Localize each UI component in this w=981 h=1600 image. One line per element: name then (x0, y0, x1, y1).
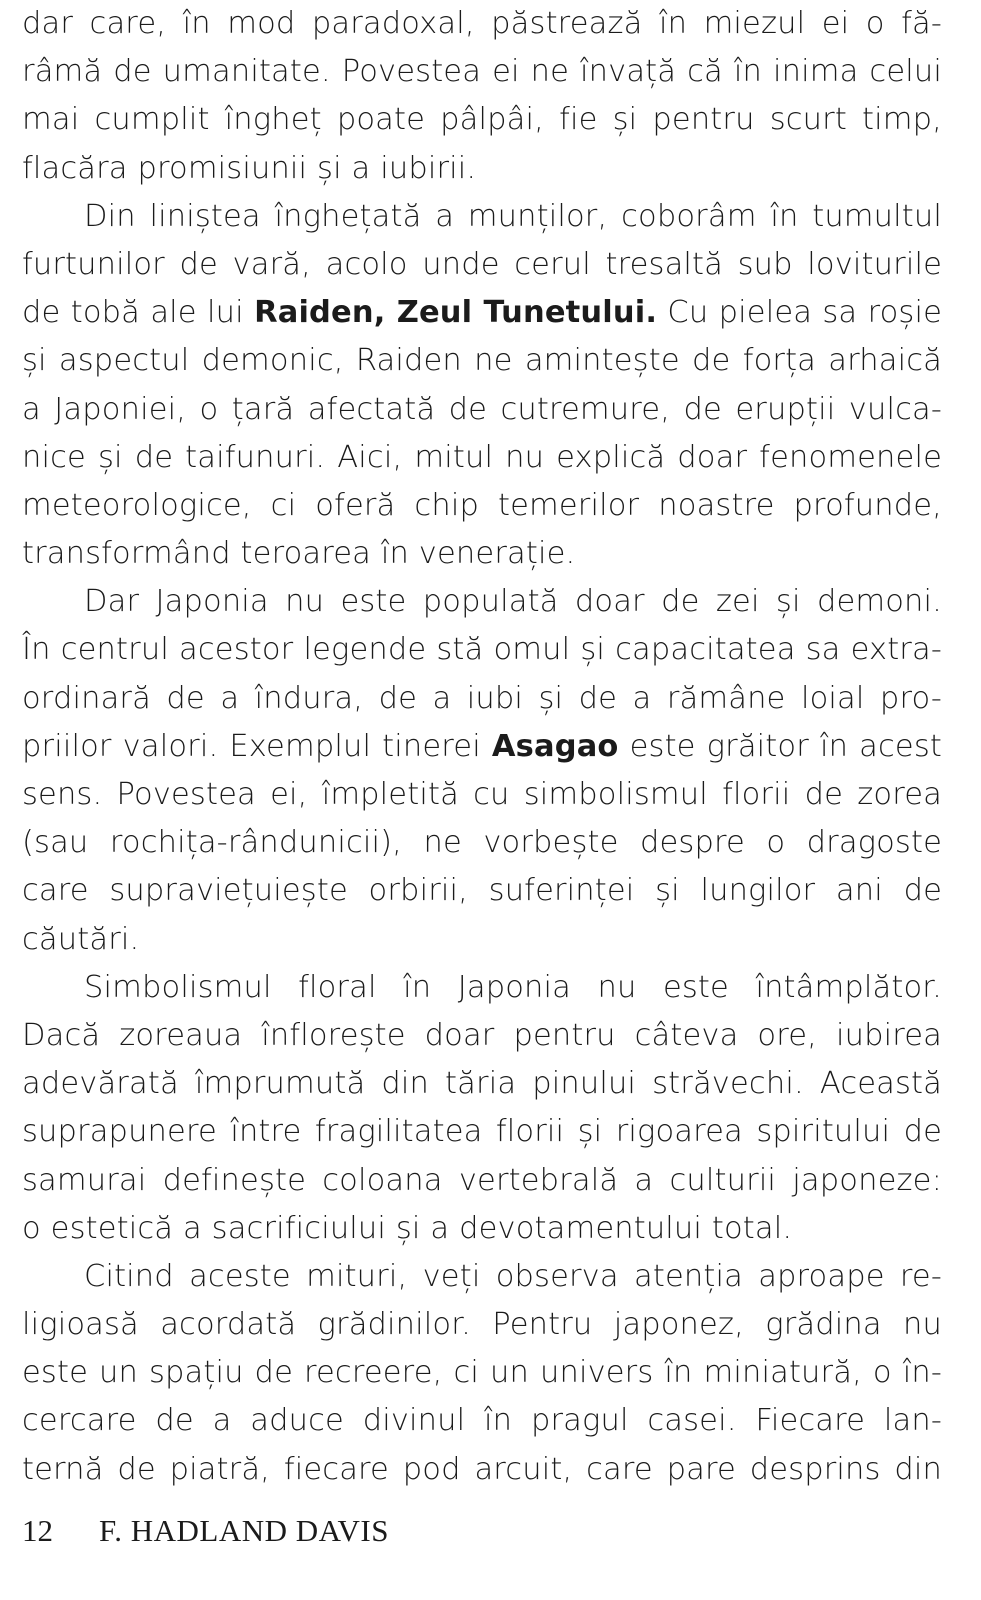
text-line: În centrul acestor legende stă omul și capacitatea sa extra- (22, 632, 942, 668)
text-line: cercare de a aduce divinul în pragul casei. Fiecare lan- (22, 1403, 942, 1439)
text-line: suprapunere între fragilitatea florii și rigoarea spiritului de (22, 1114, 942, 1150)
text-line (22, 723, 942, 771)
text-run: este grăitor în acest (618, 728, 942, 764)
text-run: priilor valori. Exemplul tinerei (22, 728, 492, 764)
text-line: este un spațiu de recreere, ci un univers în miniatură, o în- (22, 1355, 942, 1391)
text-line: ordinară de a îndura, de a iubi și de a rămâne loial pro- (22, 680, 942, 716)
text-line: ternă de piatră, fiecare pod arcuit, care pare desprins din (22, 1451, 942, 1487)
text-line: care supraviețuiește orbirii, suferinței și lungilor ani de (22, 873, 942, 909)
text-line: căutări. (22, 921, 140, 957)
bold-name: Asagao (491, 728, 619, 764)
bold-name: Raiden, Zeul Tunetului. (254, 295, 658, 331)
text-line: o estetică a sacrificiului și a devotamentului total. (22, 1210, 793, 1246)
text-line: adevărată împrumută din tăria pinului străvechi. Această (22, 1066, 942, 1102)
text-line: Din liniștea înghețată a munților, coborâm în tumultul (84, 198, 942, 234)
text-line: flacăra promisiunii și a iubirii. (22, 150, 477, 186)
page-footer (22, 1513, 389, 1549)
text-line: Dacă zoreaua înflorește doar pentru câteva ore, iubirea (22, 1017, 942, 1053)
text-line: Citind aceste mituri, veți observa atenția aproape re- (84, 1258, 942, 1294)
text-line: ligioasă acordată grădinilor. Pentru japonez, grădina nu (22, 1307, 942, 1343)
text-line: râmă de umanitate. Povestea ei ne învață că în inima celui (22, 54, 942, 90)
text-line: meteorologice, ci oferă chip temerilor noastre profunde, (22, 487, 942, 523)
text-line: (sau rochița-rândunicii), ne vorbește despre o dragoste (22, 825, 942, 861)
text-run: de tobă ale lui (22, 295, 255, 331)
text-line: Simbolismul floral în Japonia nu este întâmplător. (84, 969, 942, 1005)
text-line: transformând teroarea în venerație. (22, 536, 576, 572)
page-number: 12 (22, 1513, 53, 1548)
text-line: furtunilor de vară, acolo unde cerul tresaltă sub loviturile (22, 246, 942, 282)
text-line: mai cumplit îngheț poate pâlpâi, fie și pentru scurt timp, (22, 102, 942, 138)
text-line: nice și de taifunuri. Aici, mitul nu explică doar fenomenele (22, 439, 942, 475)
text-line: dar care, în mod paradoxal, păstrează în miezul ei o fă- (22, 6, 942, 41)
text-line: a Japoniei, o țară afectată de cutremure, de erupții vulca- (22, 391, 942, 427)
text-line (22, 289, 942, 337)
body-text (22, 0, 942, 1494)
running-head-author: F. HADLAND DAVIS (99, 1513, 389, 1548)
text-line: Dar Japonia nu este populată doar de zei și demoni. (84, 584, 942, 620)
text-line: sens. Povestea ei, împletită cu simbolismul florii de zorea (22, 777, 942, 812)
text-run: Cu pielea sa roșie (657, 295, 942, 331)
text-line: și aspectul demonic, Raiden ne amintește de forța arhaică (22, 343, 942, 379)
text-line: samurai definește coloana vertebrală a culturii japoneze: (22, 1162, 942, 1198)
